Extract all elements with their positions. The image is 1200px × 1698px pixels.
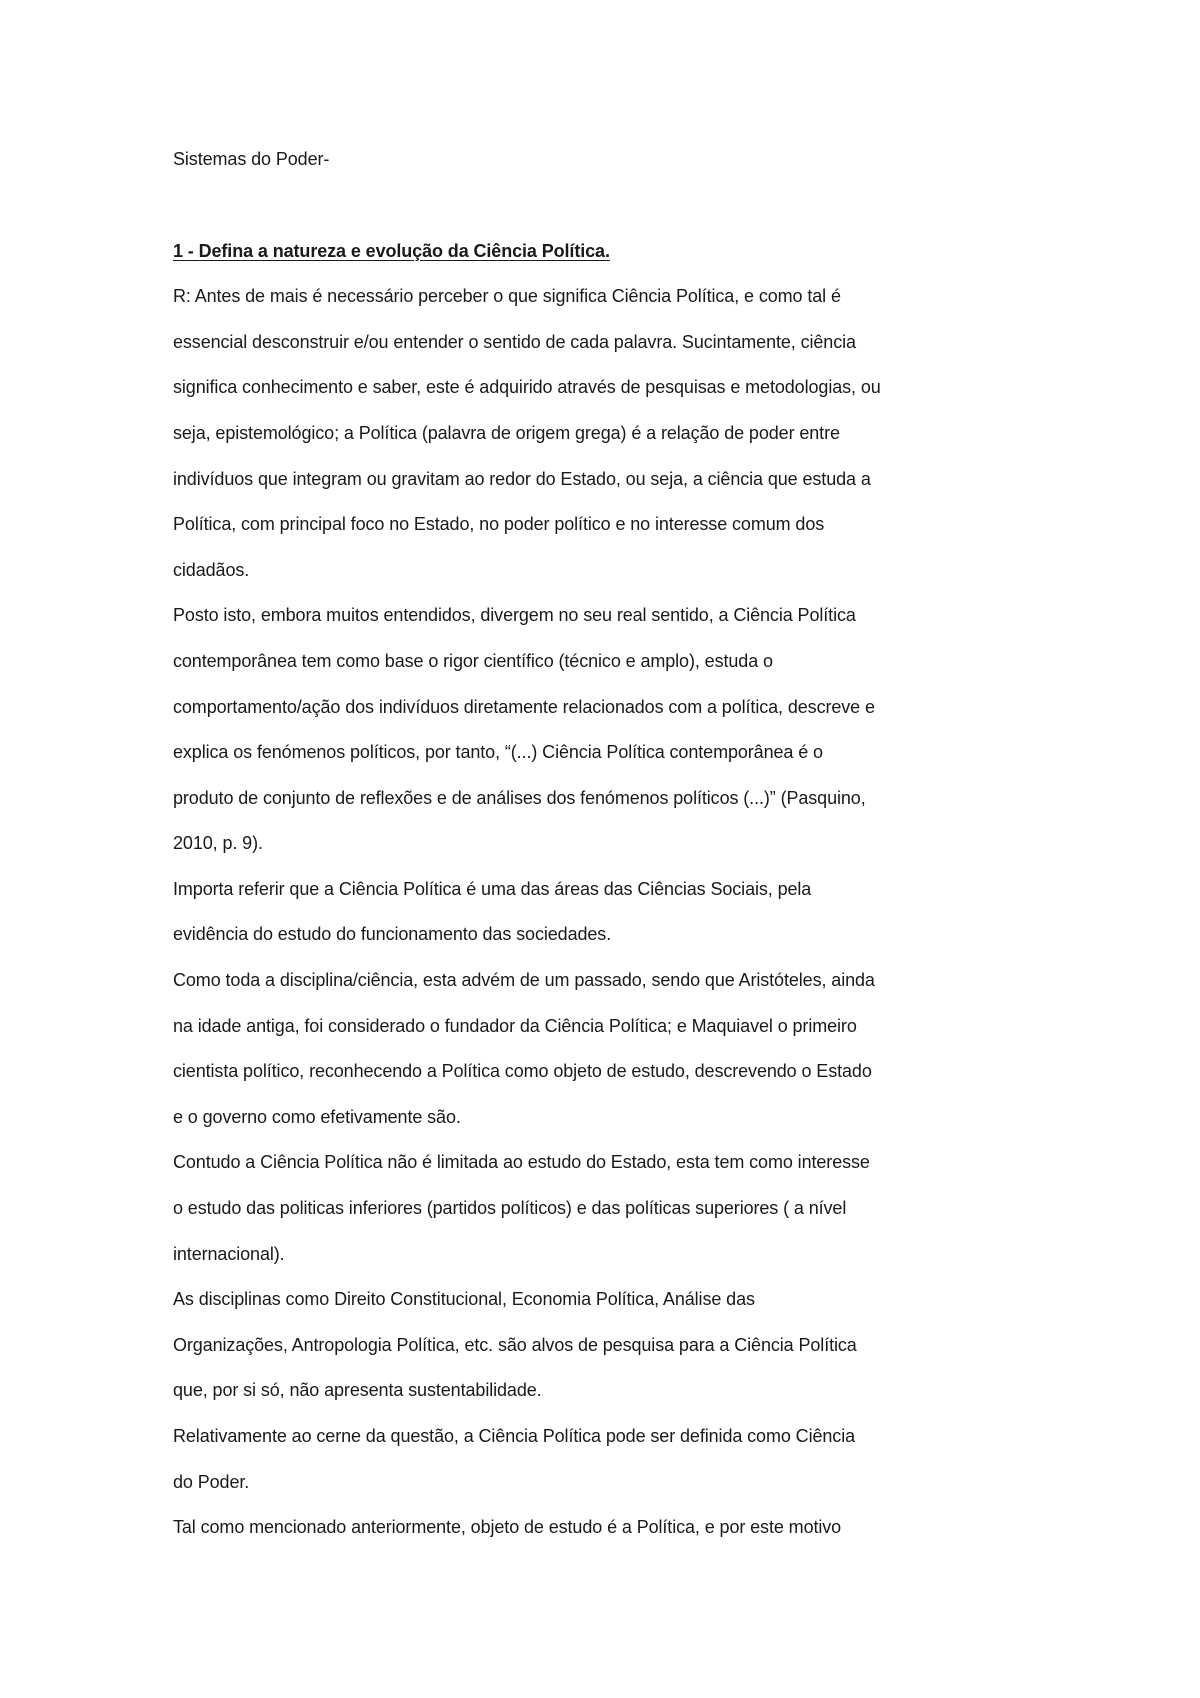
body-line: cientista político, reconhecendo a Política como objeto de estudo, descrevendo o Estado [173,1061,872,1081]
body-line: As disciplinas como Direito Constitucional, Economia Política, Análise das [173,1289,755,1309]
body-line: Organizações, Antropologia Política, etc. são alvos de pesquisa para a Ciência Política [173,1335,857,1355]
body-line: essencial desconstruir e/ou entender o sentido de cada palavra. Sucintamente, ciência [173,332,856,352]
body-line: significa conhecimento e saber, este é adquirido através de pesquisas e metodologias, ou [173,377,881,397]
body-line: indivíduos que integram ou gravitam ao redor do Estado, ou seja, a ciência que estuda a [173,469,871,489]
body-line: contemporânea tem como base o rigor científico (técnico e amplo), estuda o [173,651,773,671]
body-line: comportamento/ação dos indivíduos diretamente relacionados com a política, descreve e [173,697,875,717]
body-line: Como toda a disciplina/ciência, esta advém de um passado, sendo que Aristóteles, ainda [173,970,875,990]
body-line: evidência do estudo do funcionamento das sociedades. [173,924,612,944]
body-line: o estudo das politicas inferiores (partidos políticos) e das políticas superiores ( a nível [173,1198,847,1218]
body-line: Contudo a Ciência Política não é limitada ao estudo do Estado, esta tem como interesse [173,1152,870,1172]
body-line: Política, com principal foco no Estado, no poder político e no interesse comum dos [173,514,825,534]
body-line: do Poder. [173,1472,250,1492]
body-line: Posto isto, embora muitos entendidos, divergem no seu real sentido, a Ciência Política [173,605,856,625]
body-line: Relativamente ao cerne da questão, a Ciência Política pode ser definida como Ciência [173,1426,856,1446]
body-line: produto de conjunto de reflexões e de análises dos fenómenos políticos (...)” (Pasquino, [173,788,866,808]
document-title: Sistemas do Poder- [173,149,330,169]
body-line: internacional). [173,1244,285,1264]
body-line: explica os fenómenos políticos, por tanto, “(...) Ciência Política contemporânea é o [173,742,823,762]
body-line: seja, epistemológico; a Política (palavra de origem grega) é a relação de poder entre [173,423,840,443]
question-heading: 1 - Defina a natureza e evolução da Ciência Política. [173,241,610,261]
body-line: cidadãos. [173,560,250,580]
body-line: Importa referir que a Ciência Política é uma das áreas das Ciências Sociais, pela [173,879,812,899]
body-line: Tal como mencionado anteriormente, objeto de estudo é a Política, e por este motivo [173,1517,842,1537]
body-line: e o governo como efetivamente são. [173,1107,461,1127]
body-line: que, por si só, não apresenta sustentabilidade. [173,1380,542,1400]
body-line: 2010, p. 9). [173,833,263,853]
body-line: na idade antiga, foi considerado o fundador da Ciência Política; e Maquiavel o primeiro [173,1016,857,1036]
body-line: R: Antes de mais é necessário perceber o que significa Ciência Política, e como tal é [173,286,841,306]
